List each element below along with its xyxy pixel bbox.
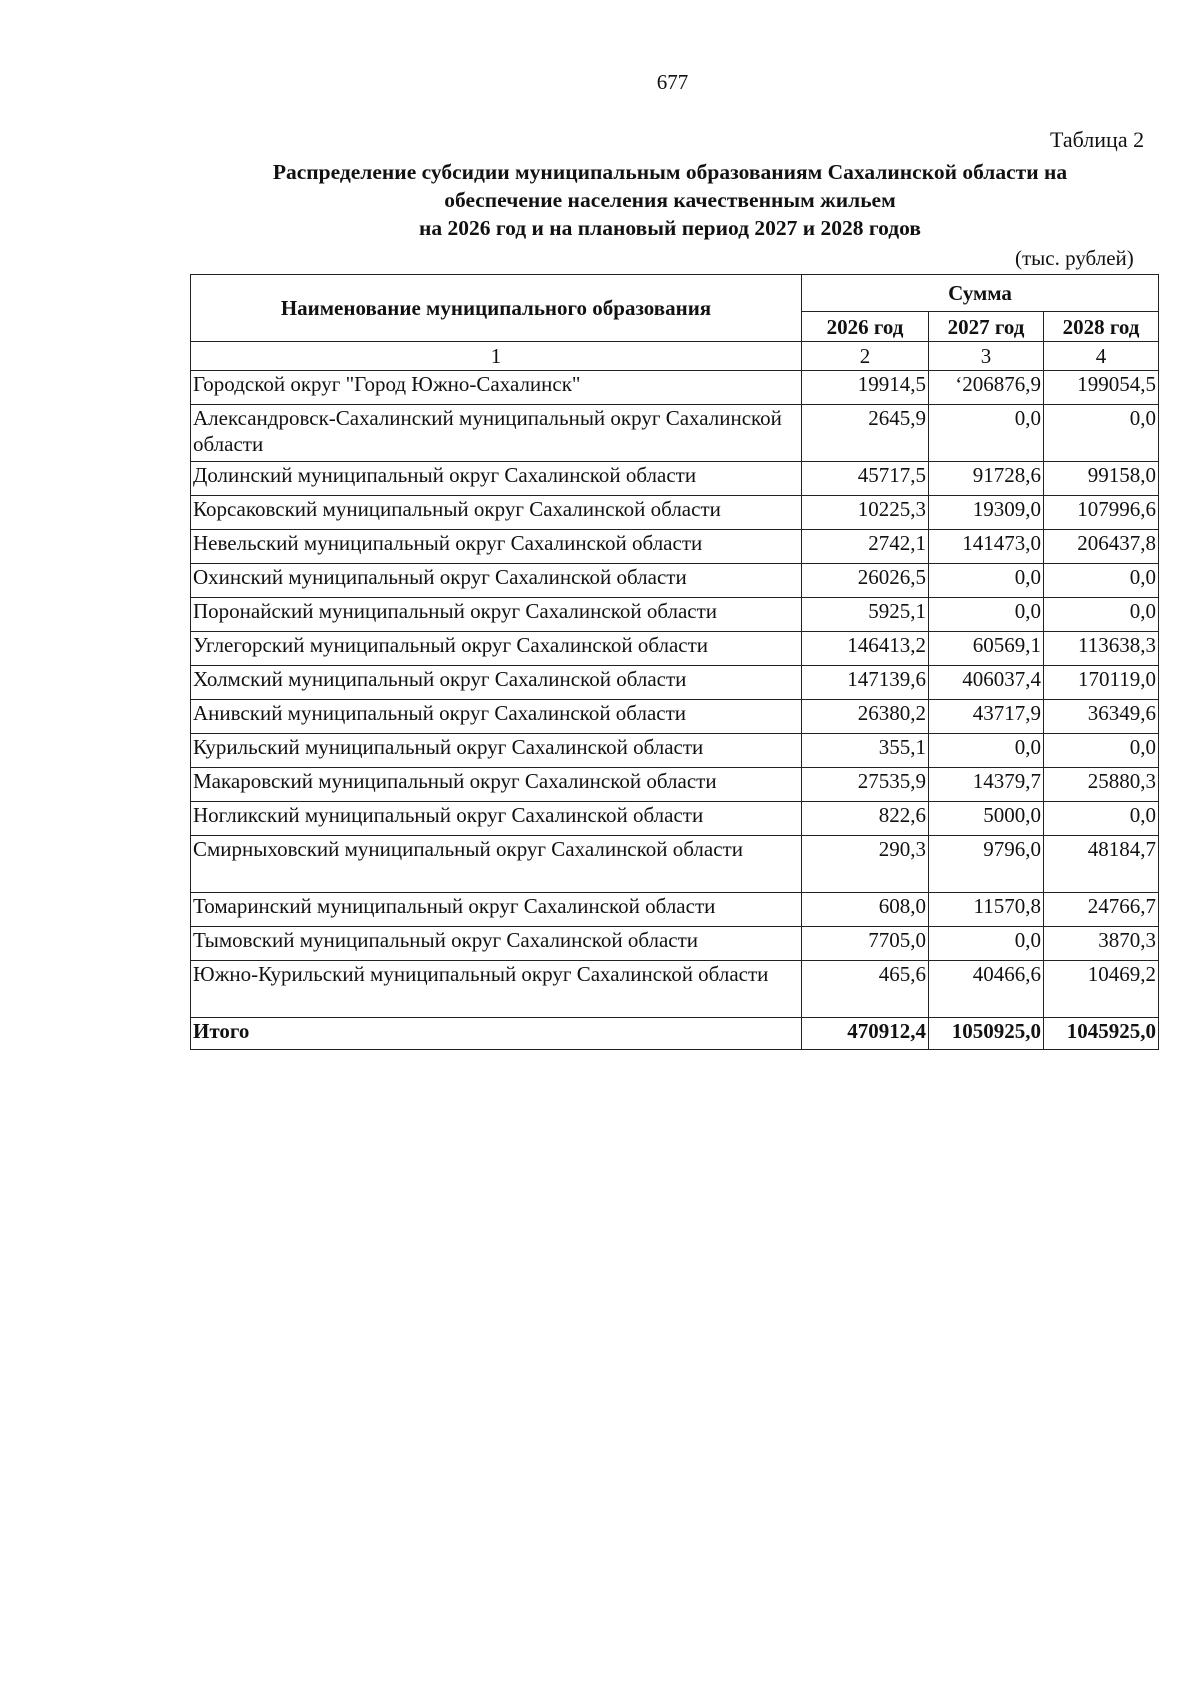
value-2027: 19309,0: [929, 496, 1044, 530]
value-2028: 0,0: [1044, 598, 1159, 632]
municipality-name: Долинский муниципальный округ Сахалинской области: [191, 462, 802, 496]
page-number: 677: [656, 70, 689, 94]
municipality-name: Ногликский муниципальный округ Сахалинской области: [191, 802, 802, 836]
table-row: [191, 927, 1159, 961]
value-2027: 14379,7: [929, 768, 1044, 802]
value-2026: 10225,3: [802, 496, 929, 530]
value-2028: 99158,0: [1044, 462, 1159, 496]
municipality-name: Холмский муниципальный округ Сахалинской области: [191, 666, 802, 700]
value-2026: 147139,6: [802, 666, 929, 700]
value-2026: 290,3: [802, 836, 929, 893]
municipality-name: Корсаковский муниципальный округ Сахалинской области: [191, 496, 802, 530]
value-2026: 45717,5: [802, 462, 929, 496]
column-number: 1: [191, 342, 802, 371]
value-2026: 27535,9: [802, 768, 929, 802]
header-year-2027: 2027 год: [929, 312, 1044, 342]
value-2027: 40466,6: [929, 961, 1044, 1018]
municipality-name: Анивский муниципальный округ Сахалинской области: [191, 700, 802, 734]
municipality-name: Александровск-Сахалинский муниципальный округ Сахалинской области: [191, 405, 802, 462]
value-2027: ‘206876,9: [929, 371, 1044, 405]
municipality-name: Смирныховский муниципальный округ Сахалинской области: [191, 836, 802, 893]
header-sum: Сумма: [802, 275, 1159, 312]
table-row: [191, 836, 1159, 893]
value-2028: 0,0: [1044, 734, 1159, 768]
value-2026: 2742,1: [802, 530, 929, 564]
municipality-name: Томаринский муниципальный округ Сахалинской области: [191, 893, 802, 927]
value-2026: 355,1: [802, 734, 929, 768]
table-row: [191, 598, 1159, 632]
total-row: [191, 1018, 1159, 1050]
value-2028: 0,0: [1044, 802, 1159, 836]
table-body: [191, 371, 1159, 1018]
value-2027: 0,0: [929, 564, 1044, 598]
table-title: [190, 158, 1150, 242]
municipality-name: Тымовский муниципальный округ Сахалинской области: [191, 927, 802, 961]
municipality-name: Городской округ "Город Южно-Сахалинск": [191, 371, 802, 405]
value-2027: 91728,6: [929, 462, 1044, 496]
table-row: [191, 371, 1159, 405]
value-2026: 5925,1: [802, 598, 929, 632]
value-2027: 5000,0: [929, 802, 1044, 836]
municipality-name: Охинский муниципальный округ Сахалинской области: [191, 564, 802, 598]
table-row: [191, 564, 1159, 598]
table-row: [191, 768, 1159, 802]
header-year-2026: 2026 год: [802, 312, 929, 342]
table-row: [191, 496, 1159, 530]
units-label: (тыс. рублей): [1015, 246, 1134, 270]
municipality-name: Невельский муниципальный округ Сахалинской области: [191, 530, 802, 564]
total-2027: 1050925,0: [929, 1018, 1044, 1050]
table-row: [191, 530, 1159, 564]
value-2026: 19914,5: [802, 371, 929, 405]
table-row: [191, 632, 1159, 666]
value-2027: 60569,1: [929, 632, 1044, 666]
value-2028: 0,0: [1044, 564, 1159, 598]
total-label: Итого: [191, 1018, 802, 1050]
title-line: обеспечение населения качественным жильем: [444, 188, 896, 212]
value-2026: 7705,0: [802, 927, 929, 961]
column-number: 2: [802, 342, 929, 371]
value-2026: 26380,2: [802, 700, 929, 734]
value-2028: 25880,3: [1044, 768, 1159, 802]
value-2026: 822,6: [802, 802, 929, 836]
municipality-name: Южно-Курильский муниципальный округ Сахалинской области: [191, 961, 802, 1018]
value-2027: 141473,0: [929, 530, 1044, 564]
column-number: 3: [929, 342, 1044, 371]
value-2028: 199054,5: [1044, 371, 1159, 405]
value-2028: 107996,6: [1044, 496, 1159, 530]
column-number-row: [191, 342, 1159, 371]
table-row: [191, 666, 1159, 700]
total-2026: 470912,4: [802, 1018, 929, 1050]
table-row: [191, 734, 1159, 768]
value-2026: 465,6: [802, 961, 929, 1018]
title-line: Распределение субсидии муниципальным образованиям Сахалинской области на: [272, 160, 1068, 184]
value-2028: 3870,3: [1044, 927, 1159, 961]
value-2027: 9796,0: [929, 836, 1044, 893]
municipality-name: Макаровский муниципальный округ Сахалинской области: [191, 768, 802, 802]
table-row: [191, 405, 1159, 462]
value-2028: 24766,7: [1044, 893, 1159, 927]
value-2026: 608,0: [802, 893, 929, 927]
table-row: [191, 961, 1159, 1018]
value-2027: 0,0: [929, 734, 1044, 768]
value-2028: 48184,7: [1044, 836, 1159, 893]
municipality-name: Углегорский муниципальный округ Сахалинской области: [191, 632, 802, 666]
value-2026: 2645,9: [802, 405, 929, 462]
value-2027: 406037,4: [929, 666, 1044, 700]
table-row: [191, 802, 1159, 836]
header-year-2028: 2028 год: [1044, 312, 1159, 342]
subsidy-table: [190, 274, 1159, 1050]
value-2028: 36349,6: [1044, 700, 1159, 734]
title-line: на 2026 год и на плановый период 2027 и 2028 годов: [419, 216, 921, 240]
total-2028: 1045925,0: [1044, 1018, 1159, 1050]
table-row: [191, 700, 1159, 734]
value-2028: 170119,0: [1044, 666, 1159, 700]
table-row: [191, 462, 1159, 496]
header-name: Наименование муниципального образования: [191, 275, 802, 342]
value-2026: 26026,5: [802, 564, 929, 598]
value-2027: 43717,9: [929, 700, 1044, 734]
municipality-name: Курильский муниципальный округ Сахалинской области: [191, 734, 802, 768]
table-row: [191, 893, 1159, 927]
column-number: 4: [1044, 342, 1159, 371]
value-2028: 206437,8: [1044, 530, 1159, 564]
value-2027: 11570,8: [929, 893, 1044, 927]
value-2028: 113638,3: [1044, 632, 1159, 666]
municipality-name: Поронайский муниципальный округ Сахалинской области: [191, 598, 802, 632]
value-2027: 0,0: [929, 598, 1044, 632]
value-2027: 0,0: [929, 405, 1044, 462]
value-2026: 146413,2: [802, 632, 929, 666]
value-2028: 0,0: [1044, 405, 1159, 462]
value-2028: 10469,2: [1044, 961, 1159, 1018]
table-number: Таблица 2: [1050, 127, 1145, 152]
value-2027: 0,0: [929, 927, 1044, 961]
